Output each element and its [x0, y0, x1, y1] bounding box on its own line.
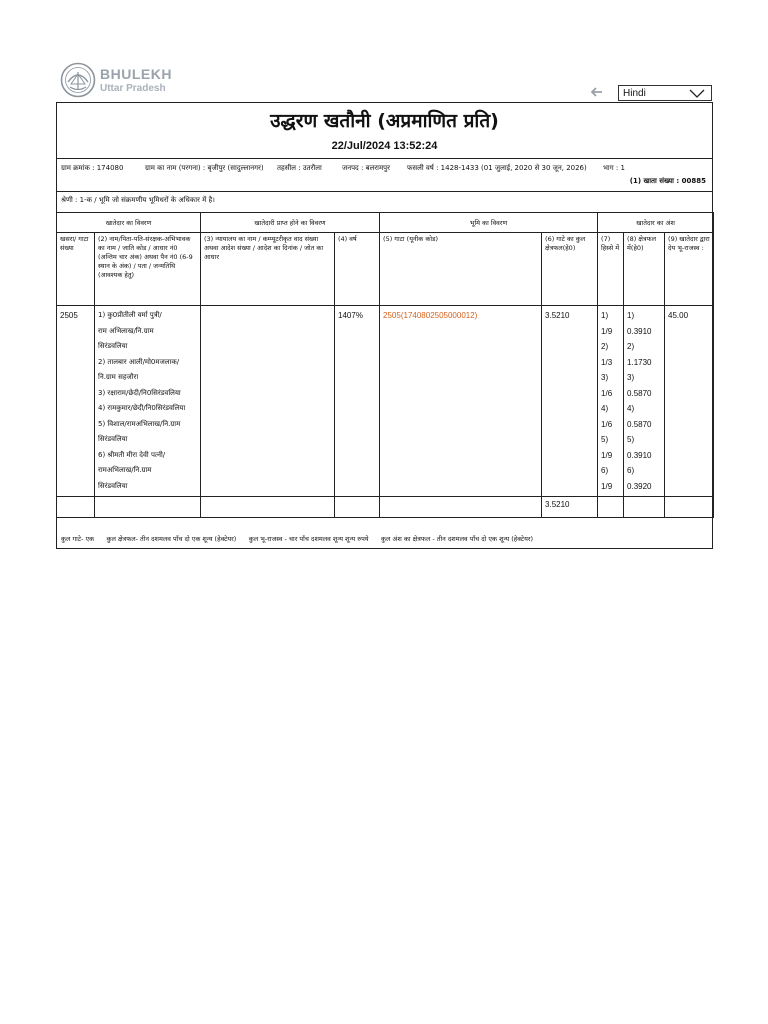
col-header-gata: (5) गाटा (यूनीक कोड): [380, 233, 542, 306]
empty-cell: [380, 497, 542, 518]
owner-line: 5) विशाल/रामअभिलाख/नि.ग्राम: [98, 419, 181, 428]
area-line: 0.5870: [627, 388, 652, 398]
year-cell: 1407%: [335, 306, 380, 497]
khatauni-document: [56, 102, 713, 549]
share-line: 5): [601, 435, 609, 444]
share-line: 2): [601, 342, 609, 351]
owner-line: सिरंडवलिया: [98, 435, 128, 443]
column-header-row: [57, 233, 714, 306]
khatauni-table: [56, 212, 714, 518]
total-area-words: कुल क्षेत्रफल- तीन दशमलव पाँच दो एक शून्य (हेक्टेयर): [106, 535, 237, 543]
group-header-khatedari: खातेदारी प्राप्त होने का विवरण: [201, 213, 380, 233]
area-line: 6): [627, 466, 635, 475]
share-cell: [598, 306, 624, 497]
share-line: 1/3: [601, 357, 613, 367]
owner-line: 1) कु0प्रीतीली वर्मा पुत्री/: [98, 311, 162, 319]
share-line: 1): [601, 311, 609, 320]
col-header-share: (7) हिस्से में: [598, 233, 624, 306]
col-header-khasra: खसरा/ गाटा संख्या: [57, 233, 95, 306]
back-arrow-icon[interactable]: [590, 85, 604, 99]
fasli-year: फसली वर्ष : 1428-1433 (01 जुलाई, 2020 से 30 जून, 2026): [407, 164, 587, 172]
group-header-khatedar: खातेदार का विवरण: [57, 213, 201, 233]
share-line: 1/6: [601, 388, 613, 398]
tehsil: तहसील : उतरौला: [277, 164, 322, 172]
language-selected-value: Hindi: [623, 88, 646, 99]
court-cell: [201, 306, 335, 497]
brand-subtitle: Uttar Pradesh: [100, 83, 166, 94]
empty-cell: [201, 497, 335, 518]
area-line: 0.5870: [627, 419, 652, 429]
area-line: 0.3910: [627, 450, 652, 460]
group-header-ansh: खातेदार का अंश: [598, 213, 714, 233]
total-area-sum: 3.5210: [542, 497, 598, 518]
group-header-bhoomi: भूमि का विवरण: [380, 213, 598, 233]
empty-cell: [57, 497, 95, 518]
total-area-cell: 3.5210: [542, 306, 598, 497]
khata-number: (1) खाता संख्या : 00885: [629, 177, 706, 185]
owner-line: नि.ग्राम सहजौरा: [98, 373, 139, 381]
group-header-row: [57, 213, 714, 233]
area-line: 0.3920: [627, 481, 652, 491]
empty-cell: [624, 497, 665, 518]
bhulekh-logo[interactable]: [60, 60, 260, 100]
divider: [57, 191, 712, 192]
gata-code-link[interactable]: 2505(1740802505000012): [380, 306, 542, 497]
col-header-name: (2) नाम/पिता-पति-संरक्षक-अभिभावक का नाम / जाति कोड / आधार नं0 (अन्तिम चार अंक) अथवा पैन नं0 (6-9 स्थान के अंक) / पता / जन्मतिथि (आवश्यक हेतु): [95, 233, 201, 306]
total-revenue-words: कुल भू-राजस्व - चार पाँच दशमलव शून्य शून्य रुपये: [248, 535, 369, 543]
empty-cell: [598, 497, 624, 518]
area-line: 1.1730: [627, 357, 652, 367]
col-header-total-area: (6) गाटे का कुल क्षेत्रफल(हे0): [542, 233, 598, 306]
col-header-revenue: (9) खातेदार द्वारा देय भू-राजस्व :: [665, 233, 714, 306]
divider: [57, 158, 712, 159]
chevron-down-icon: [689, 89, 705, 98]
up-emblem-icon: [60, 62, 96, 98]
gram-name: ग्राम का नाम (परगना) : बृजीपुर (सादुल्लानगर): [145, 164, 264, 172]
shreni: श्रेणी : 1-क / भूमि जो संक्रमणीय भूमिधरों के अधिकार में है।: [61, 196, 215, 204]
owners-cell: [95, 306, 201, 497]
share-line: 1/9: [601, 450, 613, 460]
owner-line: रामअभिलाख/नि.ग्राम: [98, 466, 152, 474]
empty-cell: [95, 497, 201, 518]
area-line: 3): [627, 373, 635, 382]
janpad: जनपद : बलरामपुर: [342, 164, 391, 172]
khasra-number: 2505: [57, 306, 95, 497]
bhag: भाग : 1: [603, 164, 625, 172]
total-plots: कुल गाटे- एक: [61, 535, 95, 543]
area-line: 1): [627, 311, 635, 320]
col-header-year: (4) वर्ष: [335, 233, 380, 306]
empty-cell: [665, 497, 714, 518]
gram-code: ग्राम क्रमांक : 174080: [61, 164, 124, 172]
share-line: 1/9: [601, 326, 613, 336]
owner-line: 6) श्रीमती मीरा देवी पत्नी/: [98, 450, 166, 459]
empty-cell: [335, 497, 380, 518]
area-line: 0.3910: [627, 326, 652, 336]
share-line: 3): [601, 373, 609, 382]
document-title: उद्धरण खतौनी (अप्रमाणित प्रति): [270, 110, 499, 132]
area-line: 5): [627, 435, 635, 444]
area-line: 4): [627, 404, 635, 413]
share-line: 1/9: [601, 481, 613, 491]
owner-line: राम अभिलाख/नि.ग्राम: [98, 326, 154, 335]
document-datetime: 22/Jul/2024 13:52:24: [331, 140, 438, 152]
share-line: 1/6: [601, 419, 613, 429]
col-header-area: (8) क्षेत्रफल में(हे0): [624, 233, 665, 306]
table-row: [57, 306, 714, 497]
brand-title: BHULEKH: [100, 66, 172, 82]
total-share-area-words: कुल अंश का क्षेत्रफल - तीन दशमलव पाँच दो एक शून्य (हेक्टेयर): [380, 535, 534, 543]
owner-line: 2) तालबार आली/मो0मजलाक/: [98, 357, 180, 366]
col-header-court: (3) न्यायालय का नाम / कम्प्यूटरीकृत वाद संख्या अथवा आदेश संख्या / आदेश का दिनांक / जोत का आधार: [201, 233, 335, 306]
language-select[interactable]: [618, 85, 712, 101]
owner-line: 3) रक्षाराम/छेदी/नि0सिरंडवलिया: [98, 388, 181, 397]
share-line: 6): [601, 466, 609, 475]
summary-footer: [61, 534, 533, 543]
owner-line: 4) रामकुमार/छेदी/नि0सिरंडवलिया: [98, 404, 186, 412]
area-cell: [624, 306, 665, 497]
share-line: 4): [601, 404, 609, 413]
owner-line: सिरंडवलिया: [98, 481, 128, 490]
area-line: 2): [627, 342, 635, 351]
total-row: [57, 497, 714, 518]
owner-line: सिरंडवलिया: [98, 342, 128, 350]
revenue-cell: 45.00: [665, 306, 714, 497]
